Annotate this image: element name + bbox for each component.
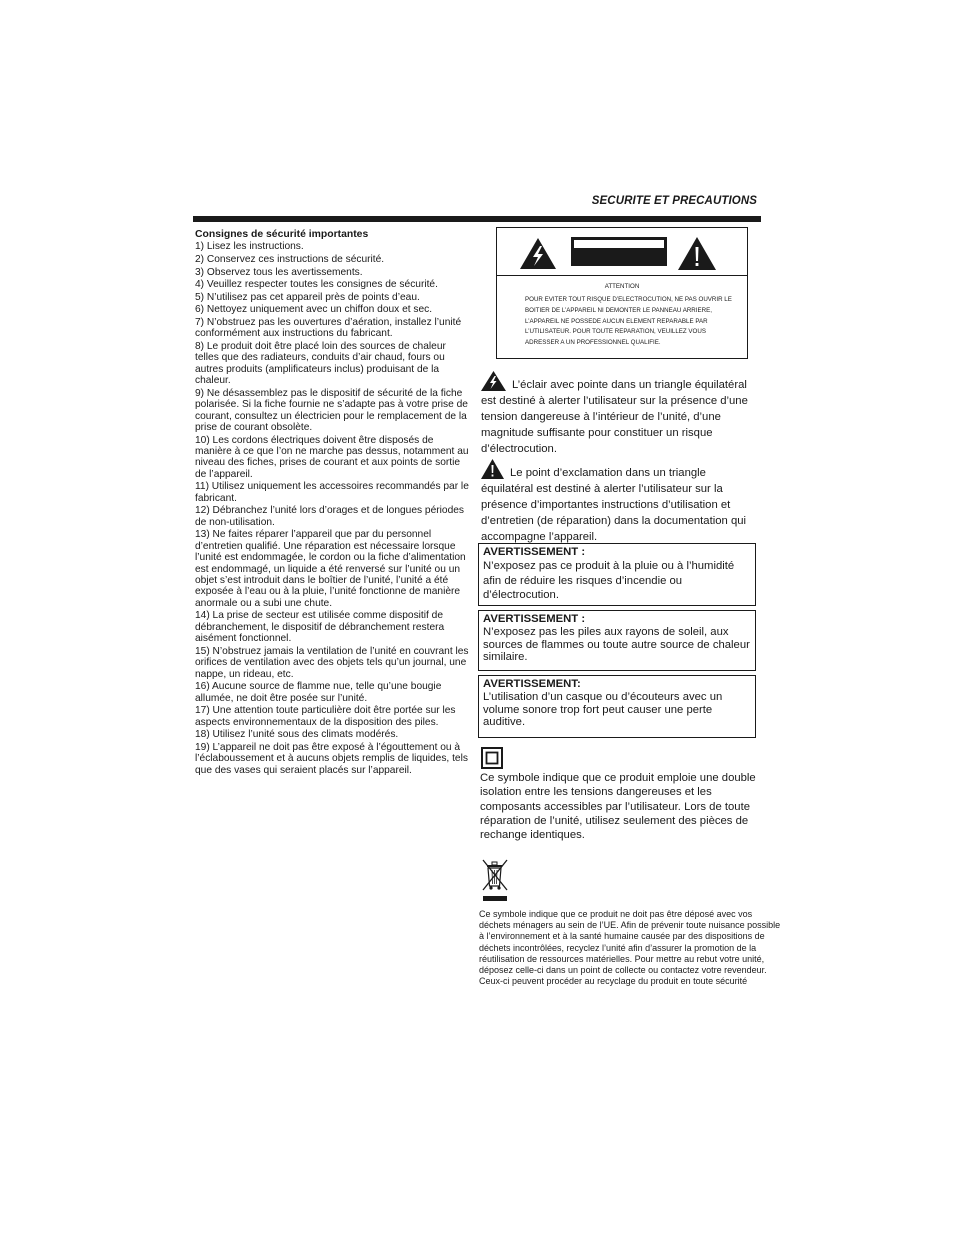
- safety-item: 17) Une attention toute particulière doit être portée sur les aspects environnementaux de la disposition des piles.: [195, 705, 456, 728]
- caution-divider: [497, 275, 747, 276]
- page-title: SECURITE ET PRECAUTIONS: [591, 195, 757, 207]
- safety-item: 3) Observez tous les avertissements.: [195, 266, 363, 278]
- attention-text: POUR EVITER TOUT RISQUE D’ELECTROCUTION, NE PAS OUVRIR LE BOITIER DE L’APPAREIL NI DEMONTER LE PANNEAU ARRIERE, L’APPAREIL NE POSSEDE AUCUN ELEMENT REPARABLE PAR L’UTILISATEUR. POUR TOUTE REPARATION, VEUILLEZ VOUS ADRESSER A UN PROFESSIONNEL QUALIFIE.: [525, 296, 732, 347]
- warning-body: N’exposez pas ce produit à la pluie ou à l’humidité afin de réduire les risques d’incendie ou d’électrocution.: [483, 560, 735, 601]
- safety-item: 6) Nettoyez uniquement avec un chiffon doux et sec.: [195, 304, 433, 316]
- warning-box: [478, 543, 756, 606]
- crossed-bin-icon: [480, 857, 510, 903]
- warning-box: [478, 675, 756, 738]
- safety-item: 18) Utilisez l’unité sous des climats modérés.: [195, 729, 399, 741]
- warning-title: AVERTISSEMENT :: [483, 613, 586, 625]
- safety-item: 9) Ne désassemblez pas le dispositif de sécurité de la fiche polarisée. Si la fiche fournie ne s’adapte pas à votre prise de courant, consultez un électricien pour le remplacement de la prise de courant obsolète.: [195, 387, 468, 433]
- lightning-explanation: [481, 371, 756, 457]
- safety-item: 14) La prise de secteur est utilisée comme dispositif de débranchement, le dispositif de débranchement restera aisément fonctionnel.: [195, 610, 445, 645]
- safety-instructions: [195, 229, 470, 777]
- warning-title: AVERTISSEMENT:: [483, 678, 581, 690]
- warning-body: N’exposez pas les piles aux rayons de soleil, aux sources de flammes ou toute autre source de chaleur similaire.: [483, 626, 750, 663]
- caution-banner: [571, 237, 667, 266]
- safety-item: 5) N’utilisez pas cet appareil près de points d’eau.: [195, 291, 420, 303]
- header-rule: [193, 216, 761, 222]
- double-insulation-icon: [481, 747, 503, 769]
- caution-label: [496, 227, 748, 359]
- weee-text: Ce symbole indique que ce produit ne doit pas être déposé avec vos déchets ménagers au sein de l’UE. Afin de prévenir toute nuisance possible à l’environnement et à la santé humaine causée par des dispositions de déchets incontrôlées, recyclez l’unité afin d’assurer la promotion de la réutilisation de ressources matérielles. Pour mettre au rebut votre unité, déposez celle-ci dans un point de collecte ou contactez votre revendeur. Ceux-ci peuvent procéder au recyclage du produit en toute sécurité: [479, 909, 781, 987]
- safety-item: 16) Aucune source de flamme nue, telle qu’une bougie allumée, ne doit être posée sur l’unité.: [195, 681, 442, 704]
- exclamation-triangle-icon: [677, 236, 717, 271]
- safety-item: 11) Utilisez uniquement les accessoires recommandés par le fabricant.: [195, 481, 469, 504]
- safety-item: 1) Lisez les instructions.: [195, 241, 304, 253]
- safety-item: 15) N’obstruez jamais la ventilation de l’unité en couvrant les orifices de ventilation avec des objets tels qu’un journal, une nappe, un rideau, etc.: [195, 645, 469, 680]
- safety-item: 10) Les cordons électriques doivent être disposés de manière à ce que l’on ne marche pas dessus, notamment au niveau des fiches, prises de courant et aux points de sortie de l’appareil.: [195, 434, 469, 480]
- safety-item: 13) Ne faites réparer l’appareil que par du personnel d’entretien qualifié. Une réparation est nécessaire lorsque l’unité est endommagée, le cordon ou la fiche d’alimentation est endommagé, un liquide a été renversé sur l’unité ou un objet s’est introduit dans le boîtier de l’unité, l’unité a été exposée à l’eau ou à la pluie, l’unité fonctionne de manière anormale ou a subi une chute.: [195, 529, 466, 609]
- lightning-triangle-icon: [481, 371, 506, 391]
- safety-item: 19) L’appareil ne doit pas être exposé à l’égouttement ou à l’éclaboussement et à aucuns objets remplis de liquides, tels que des vases qui seraient placés sur l’appareil.: [195, 741, 468, 776]
- warning-box: [478, 610, 756, 671]
- safety-item: 12) Débranchez l’unité lors d’orages et de longues périodes de non-utilisation.: [195, 505, 465, 528]
- caution-banner-bar: [574, 240, 664, 248]
- exclamation-explanation: [481, 459, 756, 545]
- lightning-triangle-icon: [519, 237, 557, 270]
- double-insulation-text: Ce symbole indique que ce produit emploie une double isolation entre les tensions dangereuses et les composants accessibles par l’utilisateur. Lors de toute réparation de l’unité, utilisez seulement des pièces de rechange identiques.: [480, 772, 756, 842]
- safety-item: 4) Veuillez respecter toutes les consignes de sécurité.: [195, 279, 438, 291]
- safety-item: 7) N’obstruez pas les ouvertures d’aération, installez l’unité conformément aux instructions du fabricant.: [195, 316, 462, 340]
- safety-item: 2) Conservez ces instructions de sécurité.: [195, 254, 385, 265]
- warning-title: AVERTISSEMENT :: [483, 546, 586, 558]
- lightning-text: L’éclair avec pointe dans un triangle équilatéral est destiné à alerter l’utilisateur sur la présence d’une tension dangereuse à l’intérieur de l’unité, d’une magnitude suffisante pour constituer un risque d’électrocution.: [481, 379, 748, 455]
- exclamation-text: Le point d’exclamation dans un triangle équilatéral est destiné à alerter l’utilisateur sur la présence d’importantes instructions d’utilisation et d’entretien (de réparation) dans la documentation qui accompagne l’appareil.: [481, 467, 747, 543]
- attention-title: ATTENTION: [604, 283, 640, 290]
- exclamation-triangle-icon: [481, 459, 504, 479]
- safety-item: 8) Le produit doit être placé loin des sources de chaleur telles que des radiateurs, conduits d’air chaud, fours ou autres produits (amplificateurs inclus) produisant de la chaleur.: [195, 340, 446, 387]
- safety-heading: Consignes de sécurité importantes: [195, 229, 369, 240]
- warning-body: L’utilisation d’un casque ou d’écouteurs avec un volume sonore trop fort peut causer une perte auditive.: [483, 691, 723, 728]
